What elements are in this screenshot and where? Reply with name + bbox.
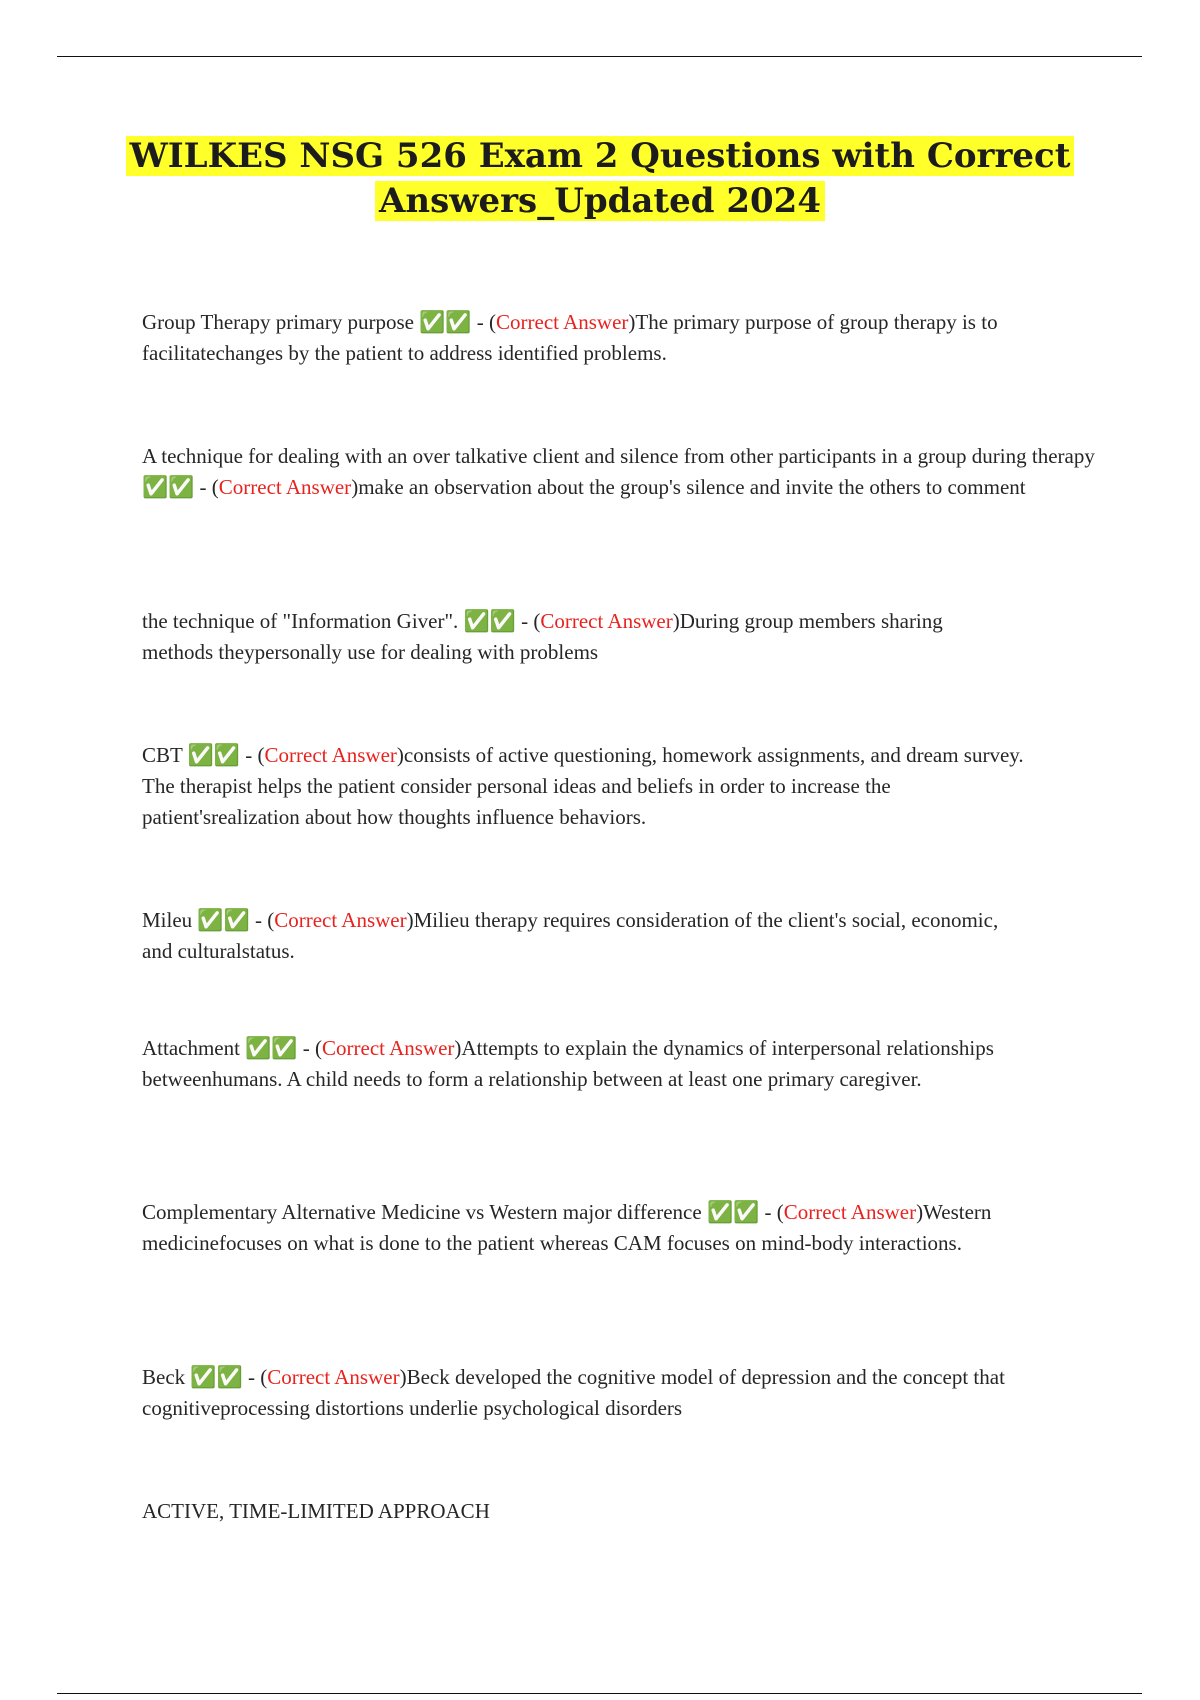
answer-close: )	[454, 1036, 462, 1060]
answer-separator: - (	[242, 1365, 268, 1389]
document-title	[120, 134, 1080, 224]
answer-close: )	[396, 743, 404, 767]
answer-text: consists of active questioning, homework assignments, and dream survey. The therapist helps the patient consider personal ideas and beliefs in order to increase the patient'srealization about how thoughts influence behaviors.	[142, 743, 1024, 829]
top-rule	[57, 56, 1142, 57]
double-check-icon: ✅✅	[187, 743, 241, 767]
question-text: CBT	[142, 743, 183, 767]
answer-close: )	[916, 1200, 924, 1224]
question-text: Beck	[142, 1365, 186, 1389]
correct-answer-label: Correct Answer	[264, 743, 397, 767]
bottom-rule	[57, 1693, 1142, 1694]
correct-answer-label: Correct Answer	[267, 1365, 400, 1389]
double-check-icon: ✅✅	[419, 310, 472, 334]
answer-separator: - (	[515, 609, 541, 633]
answer-text: Western medicinefocuses on what is done to the patient whereas CAM focuses on mind-body interactions.	[142, 1200, 992, 1255]
question-text: Complementary Alternative Medicine vs Western major difference	[142, 1200, 702, 1224]
correct-answer-label: Correct Answer	[783, 1200, 917, 1224]
question-text: Mileu	[142, 908, 193, 932]
qa-item	[142, 1197, 1022, 1259]
answer-separator: - (	[297, 1036, 323, 1060]
answer-separator: - (	[194, 475, 219, 499]
double-check-icon: ✅✅	[142, 475, 195, 499]
answer-separator: - (	[759, 1200, 784, 1224]
answer-close: )	[399, 1365, 407, 1389]
qa-item	[142, 740, 1042, 833]
correct-answer-label: Correct Answer	[322, 1036, 455, 1060]
qa-item	[142, 1362, 1092, 1424]
double-check-icon: ✅✅	[190, 1365, 243, 1389]
double-check-icon: ✅✅	[706, 1200, 760, 1224]
double-check-icon: ✅✅	[245, 1036, 298, 1060]
answer-separator: - (	[240, 743, 265, 767]
qa-item	[142, 441, 1102, 503]
answer-separator: - (	[249, 908, 275, 932]
question-text: Group Therapy primary purpose	[142, 310, 414, 334]
question-text: A technique for dealing with an over talkative client and silence from other participants in a group during therapy	[142, 444, 1095, 468]
trailing-heading: ACTIVE, TIME-LIMITED APPROACH	[142, 1499, 490, 1523]
qa-item	[142, 905, 1022, 967]
question-text: Attachment	[142, 1036, 240, 1060]
answer-text: Beck developed the cognitive model of depression and the concept that cognitiveprocessing distortions underlie psychological disorders	[142, 1365, 1005, 1420]
correct-answer-label: Correct Answer	[274, 908, 407, 932]
double-check-icon: ✅✅	[197, 908, 250, 932]
question-text: the technique of "Information Giver".	[142, 609, 459, 633]
qa-item	[142, 1033, 1022, 1095]
answer-separator: - (	[471, 310, 497, 334]
correct-answer-label: Correct Answer	[540, 609, 673, 633]
double-check-icon: ✅✅	[463, 609, 516, 633]
answer-close: )	[351, 475, 359, 499]
answer-text: make an observation about the group's silence and invite the others to comment	[358, 475, 1026, 499]
correct-answer-label: Correct Answer	[218, 475, 352, 499]
qa-item	[142, 307, 1012, 369]
answer-text: During group members sharing methods theypersonally use for dealing with problems	[142, 609, 943, 664]
correct-answer-label: Correct Answer	[496, 310, 629, 334]
answer-text: Milieu therapy requires consideration of the client's social, economic, and culturalstatus.	[142, 908, 999, 963]
answer-close: )	[672, 609, 680, 633]
answer-close: )	[406, 908, 414, 932]
document-title-text: WILKES NSG 526 Exam 2 Questions with Correct Answers_Updated 2024	[126, 136, 1075, 221]
answer-close: )	[628, 310, 636, 334]
qa-item	[142, 606, 1002, 668]
answer-text: Attempts to explain the dynamics of interpersonal relationships betweenhumans. A child needs to form a relationship between at least one primary caregiver.	[142, 1036, 994, 1091]
answer-text: The primary purpose of group therapy is to facilitatechanges by the patient to address identified problems.	[142, 310, 998, 365]
